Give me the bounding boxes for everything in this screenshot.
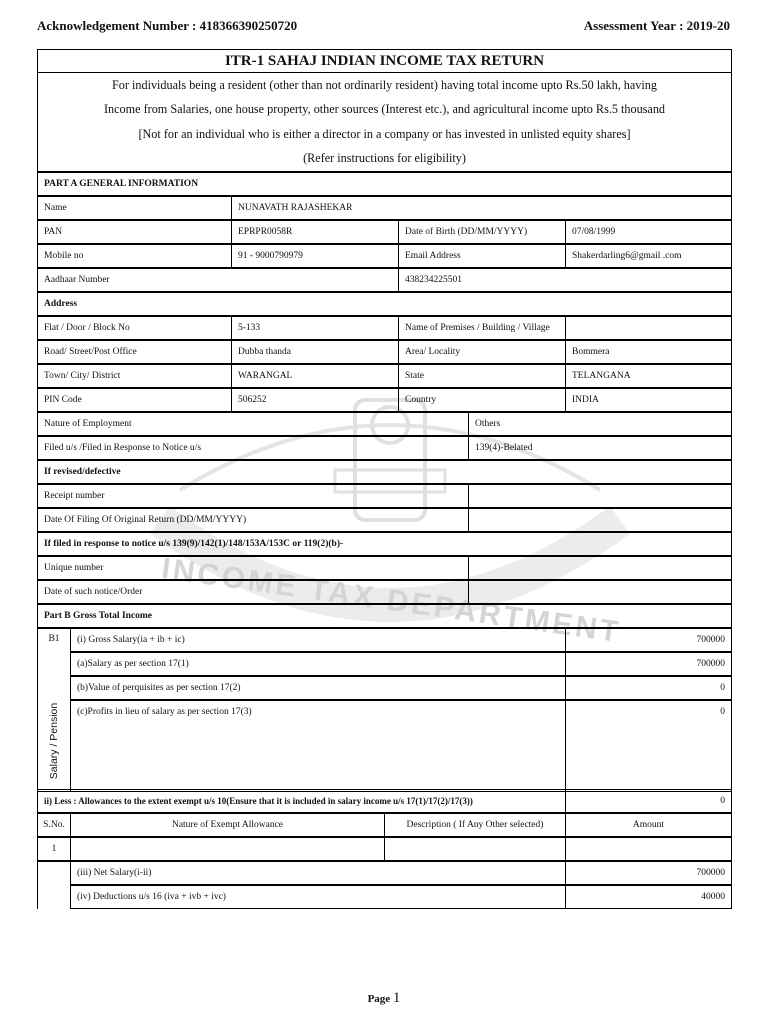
- col-description: Description ( If Any Other selected): [384, 813, 566, 837]
- profits-label: (c)Profits in lieu of salary as per section 17(3): [70, 700, 566, 792]
- part-b-heading: Part B Gross Total Income: [37, 604, 732, 628]
- premises-label: Name of Premises / Building / Village: [398, 316, 566, 340]
- part-b-heading-row: [37, 605, 732, 629]
- gross-salary-label: (i) Gross Salary(ia + ib + ic): [70, 628, 566, 652]
- mobile-label: Mobile no: [37, 244, 232, 268]
- col-sno: S.No.: [37, 813, 71, 837]
- name-label: Name: [37, 196, 232, 220]
- town-label: Town/ City/ District: [37, 364, 232, 388]
- address-heading: Address: [37, 292, 732, 316]
- salary-171-label: (a)Salary as per section 17(1): [70, 652, 566, 676]
- col-amount: Amount: [565, 813, 732, 837]
- intro-line-3: [Not for an individual who is either a director in a company or has invested in unlisted equity shares]: [138, 127, 631, 141]
- town-value: WARANGAL: [231, 364, 399, 388]
- filed-label: Filed u/s /Filed in Response to Notice u/s: [37, 436, 469, 460]
- assessment-year: Assessment Year : 2019-20: [583, 18, 730, 33]
- page-label: Page: [367, 993, 391, 1005]
- receipt-value: [468, 484, 732, 508]
- page-number: 1: [392, 990, 401, 1006]
- profits-value: 0: [565, 700, 732, 792]
- pan-label: PAN: [37, 220, 232, 244]
- pan-value: EPRPR0058R: [231, 220, 399, 244]
- profits-row: [37, 701, 732, 793]
- exempt-table-row: [37, 838, 732, 862]
- employment-value: Others: [468, 412, 732, 436]
- premises-value: [565, 316, 732, 340]
- gross-salary-value: 700000: [565, 628, 732, 652]
- deductions-label: (iv) Deductions u/s 16 (iva + ivb + ivc): [70, 885, 566, 909]
- pan-row: [37, 221, 732, 245]
- address-heading-row: [37, 293, 732, 317]
- pin-label: PIN Code: [37, 388, 232, 412]
- less-allowances-value: 0: [565, 789, 732, 813]
- intro-line-4: (Refer instructions for eligibility): [303, 151, 466, 165]
- perquisites-label: (b)Value of perquisites as per section 17(2): [70, 676, 566, 700]
- salary-pension-text: Salary / Pension: [48, 702, 60, 780]
- col-nature: Nature of Exempt Allowance: [70, 813, 385, 837]
- revised-heading: If revised/defective: [37, 460, 732, 484]
- orig-date-row: [37, 509, 732, 533]
- acknowledgement-number: Acknowledgement Number : 418366390250720: [37, 18, 298, 33]
- area-label: Area/ Locality: [398, 340, 566, 364]
- deductions-row: [37, 886, 732, 910]
- gross-salary-row: [37, 629, 732, 653]
- road-label: Road/ Street/Post Office: [37, 340, 232, 364]
- salary-171-row: [37, 653, 732, 677]
- exempt-table-header: [37, 814, 732, 838]
- road-row: [37, 341, 732, 365]
- net-salary-label: (iii) Net Salary(i-ii): [70, 861, 566, 885]
- aadhaar-row: [37, 269, 732, 293]
- part-a-heading-row: [37, 173, 732, 197]
- row1-nature: [70, 837, 385, 861]
- mobile-value: 91 - 9000790979: [231, 244, 399, 268]
- orig-date-value: [468, 508, 732, 532]
- filed-row: [37, 437, 732, 461]
- aadhaar-label: Aadhaar Number: [37, 268, 399, 292]
- name-row: [37, 197, 732, 221]
- part-a-heading: PART A GENERAL INFORMATION: [37, 172, 732, 196]
- employment-row: [37, 413, 732, 437]
- road-value: Dubba thanda: [231, 340, 399, 364]
- flat-label: Flat / Door / Block No: [37, 316, 232, 340]
- orig-date-label: Date Of Filing Of Original Return (DD/MM/YYYY): [37, 508, 469, 532]
- row1-description: [384, 837, 566, 861]
- receipt-row: [37, 485, 732, 509]
- pin-value: 506252: [231, 388, 399, 412]
- row1-amount: [565, 837, 732, 861]
- deductions-value: 40000: [565, 885, 732, 909]
- aadhaar-value: 438234225501: [398, 268, 732, 292]
- perquisites-row: [37, 677, 732, 701]
- unique-label: Unique number: [37, 556, 469, 580]
- row1-sno: 1: [37, 837, 71, 861]
- country-label: Country: [398, 388, 566, 412]
- watermark-text: INCOME TAX DEPARTMENT: [159, 551, 624, 650]
- filed-value: 139(4)-Belated: [468, 436, 732, 460]
- notice-date-label: Date of such notice/Order: [37, 580, 469, 604]
- b1-label: B1: [37, 628, 71, 792]
- flat-value: 5-133: [231, 316, 399, 340]
- unique-row: [37, 557, 732, 581]
- notice-date-row: [37, 581, 732, 605]
- town-row: [37, 365, 732, 389]
- employment-label: Nature of Employment: [37, 412, 469, 436]
- revised-heading-row: [37, 461, 732, 485]
- form-title: ITR-1 SAHAJ INDIAN INCOME TAX RETURN: [37, 49, 732, 73]
- email-value: Shakerdarling6@gmail .com: [565, 244, 732, 268]
- intro-block: [37, 72, 732, 172]
- pin-row: [37, 389, 732, 413]
- page-footer: [0, 990, 768, 1007]
- notice-date-value: [468, 580, 732, 604]
- email-label: Email Address: [398, 244, 566, 268]
- less-allowances-row: [37, 790, 732, 814]
- unique-value: [468, 556, 732, 580]
- perquisites-value: 0: [565, 676, 732, 700]
- notice-heading: If filed in response to notice u/s 139(9)/142(1)/148/153A/153C or 119(2)(b)-: [37, 532, 732, 556]
- dob-value: 07/08/1999: [565, 220, 732, 244]
- receipt-label: Receipt number: [37, 484, 469, 508]
- intro-line-1: For individuals being a resident (other than not ordinarily resident) having total income upto Rs.50 lakh, having: [112, 78, 657, 92]
- name-value: NUNAVATH RAJASHEKAR: [231, 196, 732, 220]
- flat-row: [37, 317, 732, 341]
- mobile-row: [37, 245, 732, 269]
- net-salary-row: [37, 862, 732, 886]
- area-value: Bommera: [565, 340, 732, 364]
- net-salary-value: 700000: [565, 861, 732, 885]
- notice-heading-row: [37, 533, 732, 557]
- country-value: INDIA: [565, 388, 732, 412]
- less-allowances-label: ii) Less : Allowances to the extent exempt u/s 10(Ensure that it is included in salary income u/s 17(1)/17(2)/17(3)): [37, 789, 566, 813]
- state-value: TELANGANA: [565, 364, 732, 388]
- salary-171-value: 700000: [565, 652, 732, 676]
- dob-label: Date of Birth (DD/MM/YYYY): [398, 220, 566, 244]
- intro-line-2: Income from Salaries, one house property, other sources (Interest etc.), and agricultural income upto Rs.5 thousand: [103, 102, 666, 116]
- state-label: State: [398, 364, 566, 388]
